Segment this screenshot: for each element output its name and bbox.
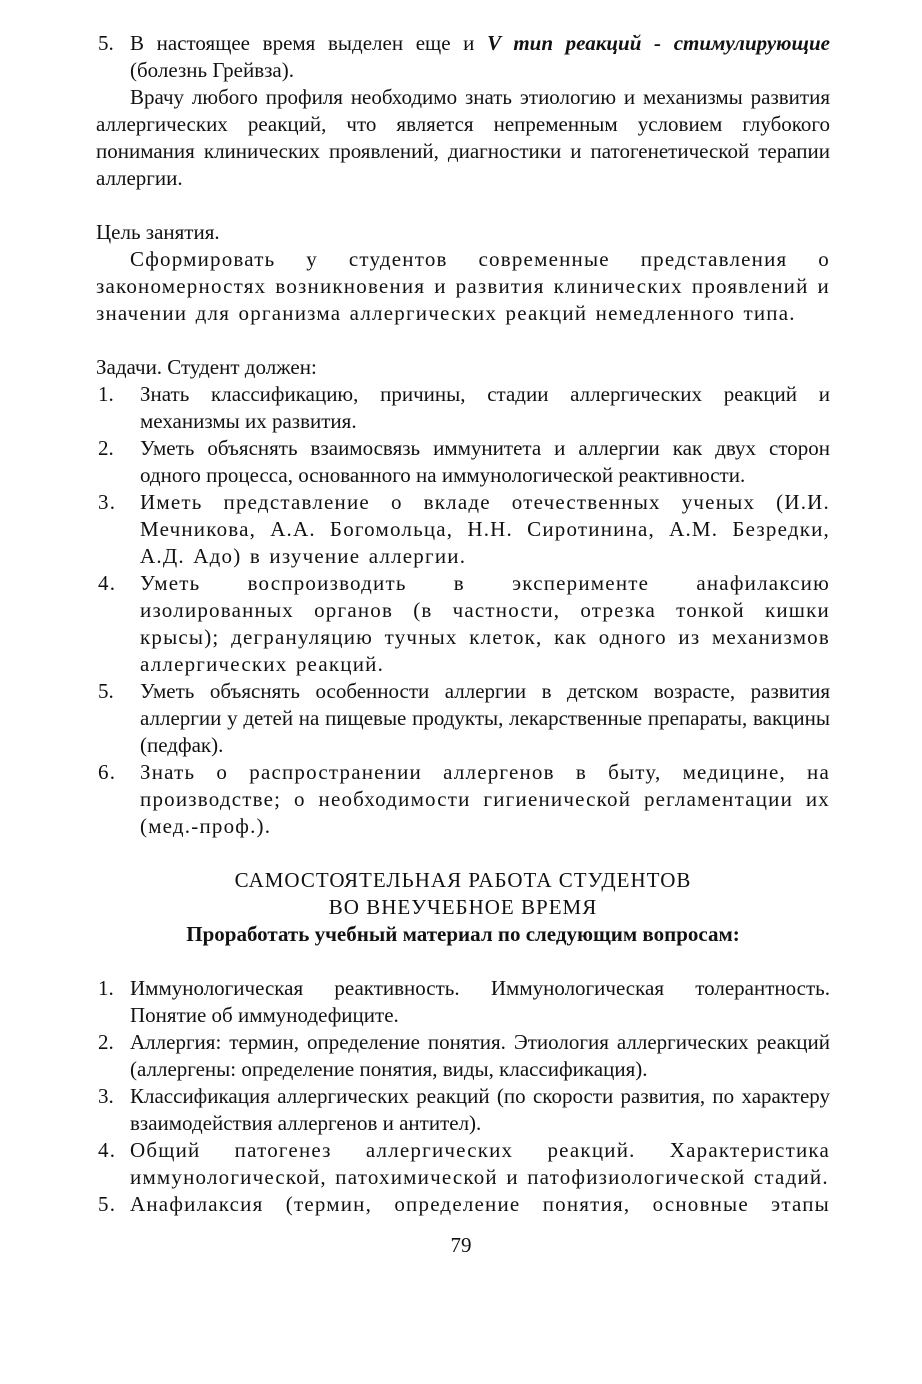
list-number: 3.: [98, 490, 117, 514]
intro-paragraph: Врачу любого профиля необходимо знать этиологию и механизмы развития аллергических реакций, что является непременным условием глубокого понимания клинических проявлений, диагностики и патогенетической терапии аллергии.: [96, 85, 830, 190]
page-content: [96, 30, 830, 1218]
goal-text: Сформировать у студентов современные представления о закономерностях возникновения и развития клинических проявлений и значении для организма аллергических реакций немедленного типа.: [96, 247, 830, 325]
list-item: [96, 489, 830, 570]
list-number: 6.: [98, 760, 117, 784]
list-item: [96, 975, 830, 1029]
list-number: 4.: [98, 571, 117, 595]
item-text: Классификация аллергических реакций (по скорости развития, по характеру взаимодействия аллергенов и антител).: [130, 1084, 830, 1135]
item-text: Уметь объяснять особенности аллергии в детском возрасте, развития аллергии у детей на пищевые продукты, лекарственные препараты, вакцины (педфак).: [140, 679, 830, 757]
item-text: Знать о распространении аллергенов в быту, медицине, на производстве; о необходимости гигиенической регламентации их (мед.-проф.).: [140, 760, 830, 838]
list-number: 2.: [98, 1030, 114, 1054]
list-item: [96, 1083, 830, 1137]
list-item: [96, 759, 830, 840]
item-text: Аллергия: термин, определение понятия. Этиология аллергических реакций (аллергены: определение понятия, виды, классификация).: [130, 1030, 830, 1081]
item-text: Уметь объяснять взаимосвязь иммунитета и аллергии как двух сторон одного процесса, основанного на иммунологической реактивности.: [140, 436, 830, 487]
list-item: [96, 1191, 830, 1218]
list-item: [96, 678, 830, 759]
list-number: 3.: [98, 1084, 114, 1108]
item-text: В настоящее время выделен еще и: [130, 31, 488, 55]
list-item: [96, 1137, 830, 1191]
item-text: Уметь воспроизводить в эксперименте анафилаксию изолированных органов (в частности, отрезка тонкой кишки крысы); дегрануляцию тучных клеток, как одного из механизмов аллергических реакций.: [140, 571, 830, 676]
item-text: Анафилаксия (термин, определение понятия, основные этапы: [130, 1192, 830, 1216]
list-number: 5.: [98, 31, 114, 55]
list-number: 5.: [98, 679, 114, 703]
item-text: Иммунологическая реактивность. Иммунологическая толерантность. Понятие об иммунодефиците.: [130, 976, 830, 1027]
page-number: 79: [450, 1233, 472, 1257]
tasks-list: [96, 381, 830, 840]
tasks-label: Задачи. Студент должен:: [96, 355, 317, 379]
list-number: 5.: [98, 1192, 117, 1216]
item-text: Общий патогенез аллергических реакций. Характеристика иммунологической, патохимической и патофизиологической стадий.: [130, 1138, 830, 1189]
list-number: 2.: [98, 436, 114, 460]
item-text: Иметь представление о вкладе отечественных ученых (И.И. Мечникова, А.А. Богомольца, Н.Н. Сиротинина, А.М. Безредки, А.Д. Адо) в изучение аллергии.: [140, 490, 830, 568]
section-subtitle: Проработать учебный материал по следующим вопросам:: [186, 922, 740, 946]
list-number: 1.: [98, 976, 114, 1000]
list-item: [96, 570, 830, 678]
list-item: [96, 381, 830, 435]
item-text: Знать классификацию, причины, стадии аллергических реакций и механизмы их развития.: [140, 382, 830, 433]
section-title-line2: ВО ВНЕУЧЕБНОЕ ВРЕМЯ: [328, 895, 598, 919]
goal-label: Цель занятия.: [96, 220, 220, 244]
list-number: 4.: [98, 1138, 117, 1162]
list-item: [96, 1029, 830, 1083]
intro-list-item: [96, 30, 830, 84]
questions-list: [96, 975, 830, 1218]
emphasized-term: V тип реакций - стимулирующие: [487, 31, 830, 55]
section-title-line1: САМОСТОЯТЕЛЬНАЯ РАБОТА СТУДЕНТОВ: [234, 868, 692, 892]
list-item: [96, 435, 830, 489]
list-number: 1.: [98, 382, 114, 406]
item-text-end: (болезнь Грейвза).: [130, 58, 294, 82]
